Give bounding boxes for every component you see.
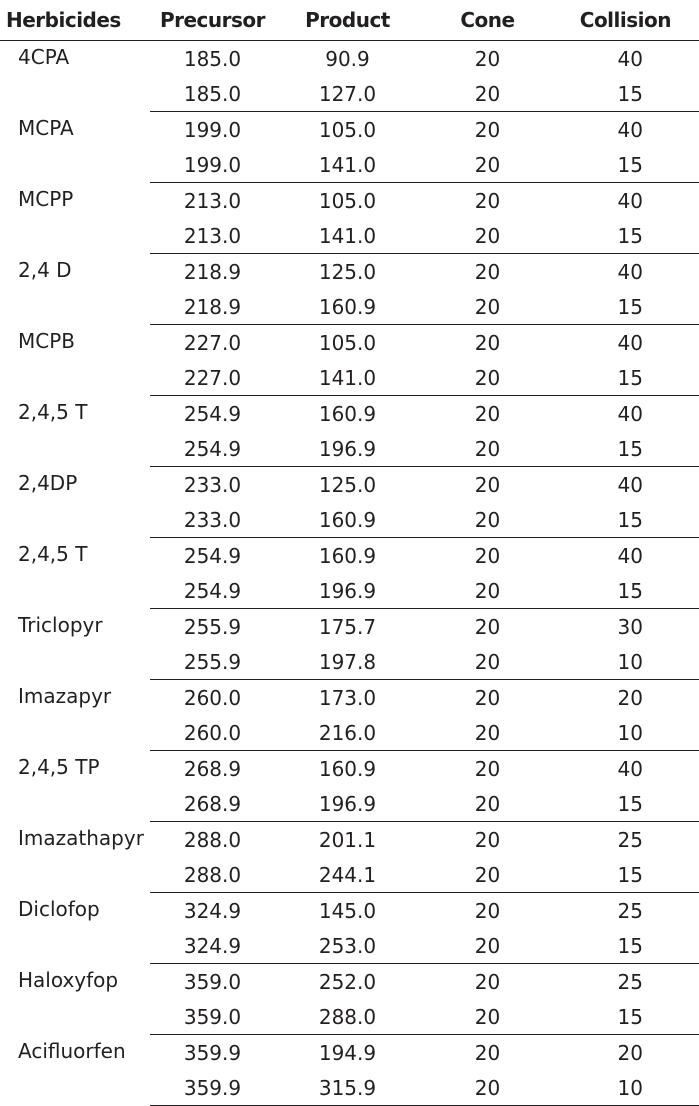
product-cell: 141.0 [275,218,420,254]
product-cell: 105.0 [318,117,377,142]
product-cell: 160.9 [275,289,420,325]
collision-cell: 15 [555,218,699,254]
collision-cell: 15 [555,928,699,964]
collision-cell: 10 [555,644,699,680]
table-row [0,893,699,929]
product-cell: 105.0 [318,330,377,355]
product-cell: 160.9 [318,401,377,426]
product-cell: 197.8 [275,644,420,680]
collision-cell: 15 [555,76,699,112]
collision-cell: 25 [617,898,643,923]
precursor-cell: 324.9 [150,928,275,964]
precursor-cell: 359.9 [183,1040,242,1065]
header-precursor: Precursor [150,0,275,41]
herbicide-name-cell: 4CPA [18,45,70,69]
collision-cell: 40 [617,117,643,142]
cone-cell: 20 [474,259,501,284]
cone-cell: 20 [474,969,501,994]
herbicide-name-cell: Acifluorfen [18,1038,126,1063]
precursor-cell: 359.0 [183,969,242,994]
collision-cell: 40 [617,188,643,213]
herbicide-name-cell: 2,4 D [18,257,72,282]
product-cell: 252.0 [318,969,377,994]
precursor-cell: 218.9 [150,289,275,325]
cone-cell: 20 [420,431,555,467]
product-cell: 145.0 [318,898,377,923]
table-body [0,41,699,1106]
collision-cell: 15 [555,289,699,325]
table-row [0,396,699,432]
collision-cell: 40 [617,330,643,355]
product-cell: 196.9 [275,573,420,609]
precursor-cell: 213.0 [183,188,242,213]
collision-cell: 20 [617,685,643,710]
cone-cell: 20 [420,999,555,1035]
product-cell: 175.7 [318,614,377,639]
product-cell: 253.0 [275,928,420,964]
precursor-cell: 359.9 [150,1070,275,1106]
product-cell: 127.0 [275,76,420,112]
cone-cell: 20 [420,786,555,822]
cone-cell: 20 [474,756,501,781]
product-cell: 160.9 [318,543,377,568]
header-collision: Collision [555,0,699,41]
product-cell: 315.9 [275,1070,420,1106]
product-cell: 194.9 [318,1040,377,1065]
precursor-cell: 254.9 [150,573,275,609]
precursor-cell: 359.0 [150,999,275,1035]
cone-cell: 20 [474,543,501,568]
cone-cell: 20 [474,117,501,142]
product-cell: 90.9 [325,46,370,71]
precursor-cell: 255.9 [150,644,275,680]
collision-cell: 15 [555,999,699,1035]
cone-cell: 20 [474,46,501,71]
cone-cell: 20 [474,1040,501,1065]
table-row [0,467,699,503]
table-row [0,538,699,574]
herbicide-name-cell: Imazapyr [18,683,112,708]
cone-cell: 20 [474,898,501,923]
collision-cell: 40 [617,472,643,497]
product-cell: 196.9 [275,786,420,822]
cone-cell: 20 [474,614,501,639]
product-cell: 141.0 [275,360,420,396]
precursor-cell: 199.0 [150,147,275,183]
cone-cell: 20 [474,827,501,852]
precursor-cell: 233.0 [183,472,242,497]
header-product: Product [275,0,420,41]
cone-cell: 20 [420,218,555,254]
cone-cell: 20 [420,502,555,538]
precursor-cell: 255.9 [183,614,242,639]
precursor-cell: 233.0 [150,502,275,538]
herbicide-name-cell: 2,4,5 T [18,399,88,424]
table-row [0,254,699,290]
table-row [0,751,699,787]
product-cell: 125.0 [318,259,377,284]
precursor-cell: 185.0 [150,76,275,112]
precursor-cell: 288.0 [150,857,275,893]
collision-cell: 15 [555,502,699,538]
product-cell: 105.0 [318,188,377,213]
herbicide-name-cell: 2,4,5 TP [18,754,100,779]
cone-cell: 20 [420,147,555,183]
header-herbicides: Herbicides [0,0,150,41]
collision-cell: 40 [617,543,643,568]
herbicide-name-cell: Triclopyr [18,612,103,637]
precursor-cell: 288.0 [183,827,242,852]
cone-cell: 20 [474,401,501,426]
cone-cell: 20 [420,573,555,609]
table-row [0,822,699,858]
cone-cell: 20 [420,857,555,893]
product-cell: 216.0 [275,715,420,751]
collision-cell: 25 [617,827,643,852]
collision-cell: 15 [555,573,699,609]
herbicide-name-cell: 2,4DP [18,470,78,495]
precursor-cell: 227.0 [150,360,275,396]
product-cell: 173.0 [318,685,377,710]
precursor-cell: 324.9 [183,898,242,923]
herbicide-name-cell: Haloxyfop [18,967,119,992]
product-cell: 160.9 [275,502,420,538]
collision-cell: 10 [555,715,699,751]
product-cell: 288.0 [275,999,420,1035]
precursor-cell: 260.0 [183,685,242,710]
product-cell: 160.9 [318,756,377,781]
table-row [0,183,699,219]
table-header-row [0,0,699,41]
table-row [0,112,699,148]
table-row [0,325,699,361]
precursor-cell: 260.0 [150,715,275,751]
cone-cell: 20 [474,188,501,213]
cone-cell: 20 [474,685,501,710]
collision-cell: 40 [617,46,643,71]
precursor-cell: 254.9 [183,401,242,426]
collision-cell: 15 [555,786,699,822]
collision-cell: 10 [555,1070,699,1106]
collision-cell: 40 [617,401,643,426]
table-row [0,1035,699,1071]
product-cell: 141.0 [275,147,420,183]
table-row [0,964,699,1000]
cone-cell: 20 [420,360,555,396]
precursor-cell: 185.0 [183,46,242,71]
cone-cell: 20 [420,928,555,964]
precursor-cell: 213.0 [150,218,275,254]
table-row [0,609,699,645]
collision-cell: 15 [555,360,699,396]
cone-cell: 20 [474,472,501,497]
product-cell: 201.1 [318,827,377,852]
cone-cell: 20 [474,330,501,355]
precursor-cell: 218.9 [183,259,242,284]
product-cell: 244.1 [275,857,420,893]
collision-cell: 15 [555,147,699,183]
precursor-cell: 199.0 [183,117,242,142]
precursor-cell: 268.9 [183,756,242,781]
header-cone: Cone [420,0,555,41]
herbicide-name-cell: 2,4,5 T [18,541,88,566]
herbicide-name-cell: MCPA [18,115,74,140]
herbicide-name-cell: MCPB [18,328,76,353]
precursor-cell: 268.9 [150,786,275,822]
product-cell: 125.0 [318,472,377,497]
cone-cell: 20 [420,1070,555,1106]
cone-cell: 20 [420,289,555,325]
collision-cell: 25 [617,969,643,994]
precursor-cell: 227.0 [183,330,242,355]
cone-cell: 20 [420,644,555,680]
collision-cell: 20 [617,1040,643,1065]
precursor-cell: 254.9 [150,431,275,467]
herbicide-name-cell: MCPP [18,186,74,211]
product-cell: 196.9 [275,431,420,467]
collision-cell: 40 [617,756,643,781]
herbicide-name-cell: Imazathapyr [18,825,144,850]
collision-cell: 30 [617,614,643,639]
collision-cell: 15 [555,431,699,467]
cone-cell: 20 [420,76,555,112]
table-row [0,41,699,77]
table-row [0,680,699,716]
herbicide-name-cell: Diclofop [18,896,100,921]
precursor-cell: 254.9 [183,543,242,568]
cone-cell: 20 [420,715,555,751]
collision-cell: 40 [617,259,643,284]
collision-cell: 15 [555,857,699,893]
